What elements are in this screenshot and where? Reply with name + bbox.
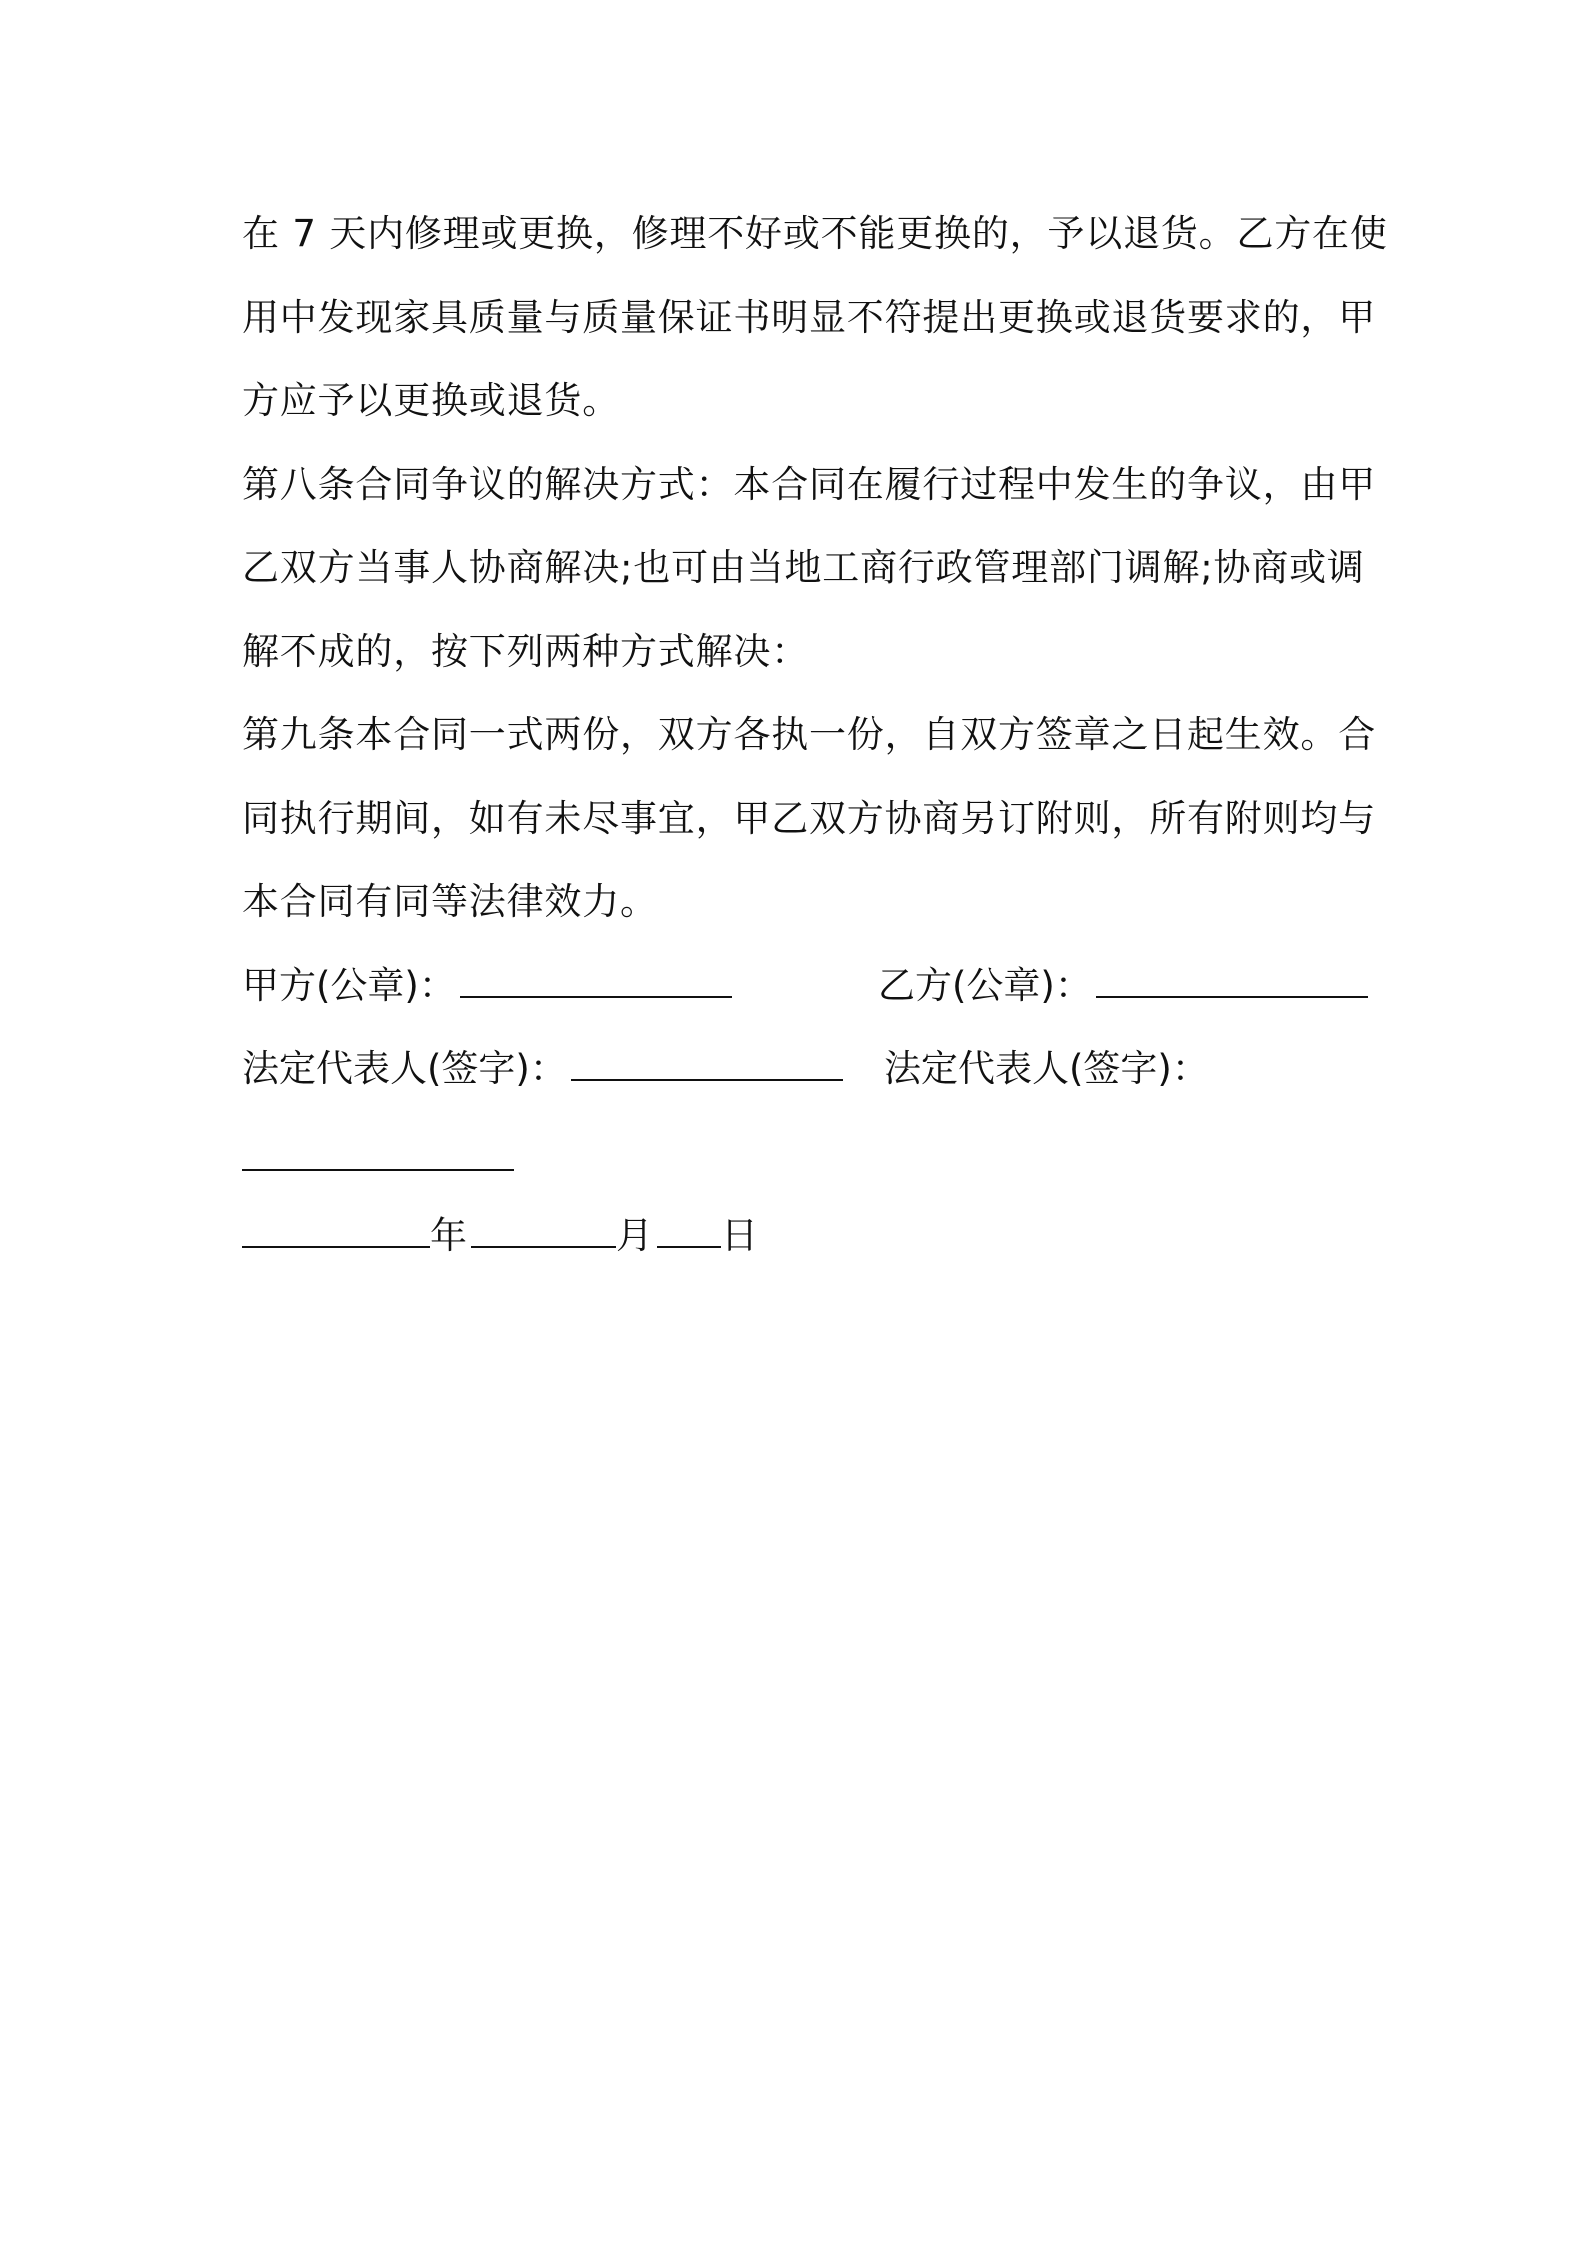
party-b-seal-blank[interactable] (1096, 966, 1368, 998)
year-label: 年 (430, 1214, 467, 1257)
representative-row (242, 1027, 1360, 1111)
paragraph-warranty (242, 192, 1388, 443)
party-a-rep-blank[interactable] (571, 1049, 843, 1081)
party-b-rep-label: 法定代表人(签字)： (884, 1047, 1209, 1090)
paragraph-article-8 (242, 443, 1376, 694)
party-a-seal (242, 944, 732, 1028)
party-a-seal-blank[interactable] (460, 966, 732, 998)
date-row (242, 1194, 1360, 1278)
day-blank[interactable] (657, 1216, 721, 1248)
day-label: 日 (721, 1214, 758, 1257)
year-blank[interactable] (242, 1216, 430, 1248)
text-line: 第九条本合同一式两份，双方各执一份，自双方签章之日起生效。合 (242, 713, 1376, 756)
text-line: 解不成的，按下列两种方式解决： (242, 629, 809, 673)
paragraph-article-9 (242, 693, 1376, 944)
document-body (242, 192, 1388, 1278)
party-b-rep-blank-row (242, 1111, 1360, 1195)
party-a-seal-label: 甲方(公章)： (242, 963, 456, 1007)
party-b-seal (878, 944, 1368, 1028)
text-line: 乙双方当事人协商解决;也可由当地工商行政管理部门调解;协商或调 (242, 546, 1365, 589)
text-line: 本合同有同等法律效力。 (242, 880, 658, 923)
text-line: 方应予以更换或退货。 (242, 379, 620, 422)
party-b-rep-blank[interactable] (242, 1139, 514, 1171)
seal-row (242, 944, 1360, 1028)
party-b-seal-label: 乙方(公章)： (878, 963, 1092, 1007)
text-line: 用中发现家具质量与质量保证书明显不符提出更换或退货要求的，甲 (242, 295, 1376, 339)
party-a-rep-label: 法定代表人(签字)： (242, 1047, 567, 1090)
text-line: 同执行期间，如有未尽事宜，甲乙双方协商另订附则，所有附则均与 (242, 796, 1376, 840)
party-b-representative (884, 1027, 1209, 1111)
month-blank[interactable] (471, 1216, 616, 1248)
party-a-representative (242, 1027, 843, 1111)
month-label: 月 (616, 1214, 653, 1257)
text-line: 在 7 天内修理或更换，修理不好或不能更换的，予以退货。乙方在使 (242, 212, 1388, 255)
text-line: 第八条合同争议的解决方式：本合同在履行过程中发生的争议，由甲 (242, 462, 1376, 506)
